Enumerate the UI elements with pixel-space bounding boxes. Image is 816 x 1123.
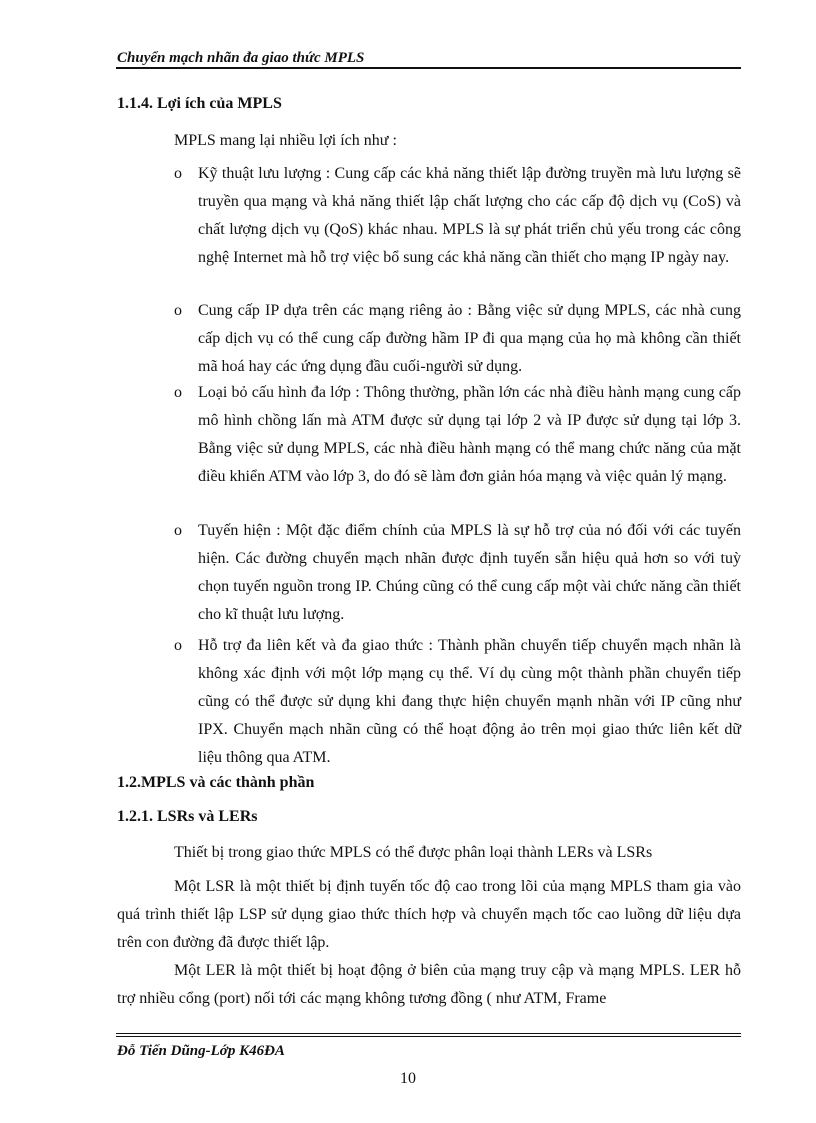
list-item: [174, 517, 741, 629]
paragraph-lsr: Một LSR là một thiết bị định tuyến tốc độ cao trong lõi của mạng MPLS tham gia vào quá trình thiết lập LSP sử dụng giao thức thích hợp và chuyển mạch tốc cao luồng dữ liệu dựa trên con đường đã được thiết lập.: [117, 878, 741, 951]
bullet-marker: o: [174, 302, 182, 319]
header-rule: [116, 67, 741, 69]
footer-rule: [116, 1036, 741, 1037]
bullet-marker: o: [174, 522, 182, 539]
paragraph-ler: Một LER là một thiết bị hoạt động ở biên của mạng truy cập và mạng MPLS. LER hỗ trợ nhiều cổng (port) nối tới các mạng không tương đồng ( như ATM, Frame: [117, 962, 741, 1007]
list-item: [174, 632, 741, 772]
section-heading-1-2: 1.2.MPLS và các thành phần: [117, 774, 315, 791]
footer-rule: [116, 1033, 741, 1034]
section-heading-1-1-4: 1.1.4. Lợi ích của MPLS: [117, 95, 282, 112]
list-item: [174, 160, 741, 272]
page-number: 10: [400, 1070, 416, 1087]
section-heading-1-2-1: 1.2.1. LSRs và LERs: [117, 808, 258, 825]
bullet-marker: o: [174, 384, 182, 401]
list-item-text: Tuyến hiện : Một đặc điểm chính của MPLS là sự hỗ trợ của nó đối với các tuyến hiện. Các đường chuyển mạch nhãn được định tuyến sẵn hiệu quả hơn so với tuỳ chọn tuyến nguồn trong IP. Chúng cũng có thể cung cấp một vài chức năng cần thiết cho kĩ thuật lưu lượng.: [198, 522, 741, 623]
list-item: [174, 297, 741, 381]
section-intro: Thiết bị trong giao thức MPLS có thể được phân loại thành LERs và LSRs: [174, 844, 653, 861]
bullet-marker: o: [174, 165, 182, 182]
list-item-text: Cung cấp IP dựa trên các mạng riêng ảo : Bằng việc sử dụng MPLS, các nhà cung cấp dịch vụ có thể cung cấp đường hầm IP đi qua mạng của họ mà không cần thiết mã hoá hay các ứng dụng đầu cuối-người sử dụng.: [198, 302, 741, 375]
bullet-marker: o: [174, 637, 182, 654]
list-item-text: Kỹ thuật lưu lượng : Cung cấp các khả năng thiết lập đường truyền mà lưu lượng sẽ truyền qua mạng và khả năng thiết lập chất lượng cho các cấp độ dịch vụ (CoS) và chất lượng dịch vụ (QoS) khác nhau. MPLS là sự phát triển chủ yếu trong các công nghệ Internet mà hỗ trợ việc bổ sung các khả năng cần thiết cho mạng IP ngày nay.: [198, 165, 741, 266]
list-item-text: Loại bỏ cấu hình đa lớp : Thông thường, phần lớn các nhà điều hành mạng cung cấp mô hình chồng lấn mà ATM được sử dụng tại lớp 2 và IP được sử dụng tại lớp 3. Bằng việc sử dụng MPLS, các nhà điều hành mạng có thể mang chức năng của mặt điều khiển ATM vào lớp 3, do đó sẽ làm đơn giản hóa mạng và việc quản lý mạng.: [198, 384, 741, 485]
section-intro: MPLS mang lại nhiều lợi ích như :: [174, 132, 397, 149]
list-item: [174, 379, 741, 491]
running-header-title: Chuyển mạch nhãn đa giao thức MPLS: [117, 50, 365, 66]
list-item-text: Hỗ trợ đa liên kết và đa giao thức : Thành phần chuyển tiếp chuyển mạch nhãn là không xác định với một lớp mạng cụ thể. Ví dụ cùng một thành phần chuyển tiếp cũng có thể được sử dụng khi đang thực hiện chuyển mạnh nhãn với IP cũng như IPX. Chuyển mạch nhãn cũng có thể hoạt động ảo trên mọi giao thức liên kết dữ liệu thông qua ATM.: [198, 637, 741, 766]
footer-author: Đỗ Tiến Dũng-Lớp K46ĐA: [117, 1043, 285, 1059]
